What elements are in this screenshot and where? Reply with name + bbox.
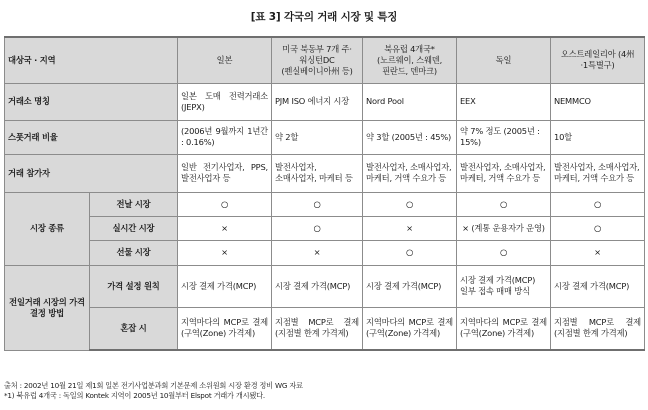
row-label-participants: 거래 참가자	[5, 154, 178, 192]
cell-spot-japan: (2006년 9월까지 1년간 : 0.16%)	[178, 120, 272, 154]
comparison-table	[4, 36, 645, 351]
header-japan: 일본	[178, 37, 272, 83]
table-row	[5, 192, 645, 216]
table-title: [표 3] 각국의 거래 시장 및 특징	[250, 11, 398, 23]
header-corner: 대상국 · 지역	[5, 37, 178, 83]
row-label-pricing: 전일거래 시장의 가격 결정 방법	[5, 265, 90, 350]
cell-dayahead-australia: ○	[551, 192, 645, 216]
cell-congestion-australia: 지점별 MCP로 결제 (지점별 한계 가격제)	[551, 307, 645, 350]
table-row	[5, 307, 645, 350]
cell-realtime-pjm: ○	[272, 216, 363, 240]
sub-label-congestion: 혼잡 시	[90, 307, 178, 350]
cell-principle-germany: 시장 결제 가격(MCP) 일부 접속 매매 방식	[457, 265, 551, 307]
cell-exchange-germany: EEX	[457, 83, 551, 120]
cell-principle-australia: 시장 결제 가격(MCP)	[551, 265, 645, 307]
header-germany: 독일	[457, 37, 551, 83]
sub-label-real-time: 실시간 시장	[90, 216, 178, 240]
cell-dayahead-germany: ○	[457, 192, 551, 216]
cell-principle-pjm: 시장 결제 가격(MCP)	[272, 265, 363, 307]
cell-dayahead-pjm: ○	[272, 192, 363, 216]
cell-participants-germany: 발전사업자, 소매사업자, 마케터, 거액 수요가 등	[457, 154, 551, 192]
cell-spot-australia: 10할	[551, 120, 645, 154]
cell-futures-australia: ×	[551, 240, 645, 265]
sub-label-day-ahead: 전날 시장	[90, 192, 178, 216]
cell-realtime-germany: × (계통 운용자가 운영)	[457, 216, 551, 240]
cell-congestion-germany: 지역마다의 MCP로 결제(구역(Zone) 가격제)	[457, 307, 551, 350]
table-row	[5, 265, 645, 307]
cell-congestion-nordic: 지역마다의 MCP로 결제(구역(Zone) 가격제)	[363, 307, 457, 350]
cell-exchange-pjm: PJM ISO 에너지 시장	[272, 83, 363, 120]
cell-realtime-australia: ○	[551, 216, 645, 240]
header-pjm: 미국 북동부 7개 주·워싱턴DC (펜실베이니아州 등)	[272, 37, 363, 83]
sub-label-principle: 가격 설정 원칙	[90, 265, 178, 307]
cell-realtime-japan: ×	[178, 216, 272, 240]
cell-participants-nordic: 발전사업자, 소매사업자, 마케터, 거액 수요가 등	[363, 154, 457, 192]
cell-participants-japan: 일반 전기사업자, PPS, 발전사업자 등	[178, 154, 272, 192]
cell-exchange-nordic: Nord Pool	[363, 83, 457, 120]
cell-participants-australia: 발전사업자, 소매사업자, 마케터, 거액 수요가 등	[551, 154, 645, 192]
cell-spot-pjm: 약 2할	[272, 120, 363, 154]
cell-futures-germany: ○	[457, 240, 551, 265]
cell-dayahead-japan: ○	[178, 192, 272, 216]
cell-participants-pjm: 발전사업자, 소매사업자, 마케터 등	[272, 154, 363, 192]
table-row	[5, 120, 645, 154]
cell-principle-nordic: 시장 결제 가격(MCP)	[363, 265, 457, 307]
header-australia: 오스트레일리아 (4州·1특별구)	[551, 37, 645, 83]
footnote: *1) 북유럽 4개국 : 독일의 Kontek 지역이 2005년 10월부터 Elspot 거래가 개시됐다.	[4, 391, 265, 400]
cell-futures-japan: ×	[178, 240, 272, 265]
table-row	[5, 154, 645, 192]
table-row	[5, 216, 645, 240]
cell-spot-nordic: 약 3할 (2005년 : 45%)	[363, 120, 457, 154]
table-notes	[4, 381, 644, 401]
sub-label-futures: 선물 시장	[90, 240, 178, 265]
cell-congestion-japan: 지역마다의 MCP로 결제(구역(Zone) 가격제)	[178, 307, 272, 350]
row-label-market-type: 시장 종류	[5, 192, 90, 265]
table-row	[5, 240, 645, 265]
cell-futures-nordic: ○	[363, 240, 457, 265]
cell-dayahead-nordic: ○	[363, 192, 457, 216]
table-row	[5, 83, 645, 120]
source-note: 출처 : 2002년 10월 21일 제1회 일본 전기사업분과회 기본문제 소위원회 시장 환경 정비 WG 자료	[4, 381, 303, 390]
cell-principle-japan: 시장 결제 가격(MCP)	[178, 265, 272, 307]
cell-exchange-japan: 일본 도매 전력거래소(JEPX)	[178, 83, 272, 120]
cell-realtime-nordic: ×	[363, 216, 457, 240]
row-label-spot: 스폿거래 비율	[5, 120, 178, 154]
header-nordic: 북유럽 4개국* (노르웨이, 스웨덴, 핀란드, 덴마크)	[363, 37, 457, 83]
cell-exchange-australia: NEMMCO	[551, 83, 645, 120]
cell-congestion-pjm: 지점별 MCP로 결제 (지점별 한계 가격제)	[272, 307, 363, 350]
cell-spot-germany: 약 7% 정도 (2005년 : 15%)	[457, 120, 551, 154]
header-row	[5, 37, 645, 83]
row-label-exchange: 거래소 명칭	[5, 83, 178, 120]
cell-futures-pjm: ×	[272, 240, 363, 265]
